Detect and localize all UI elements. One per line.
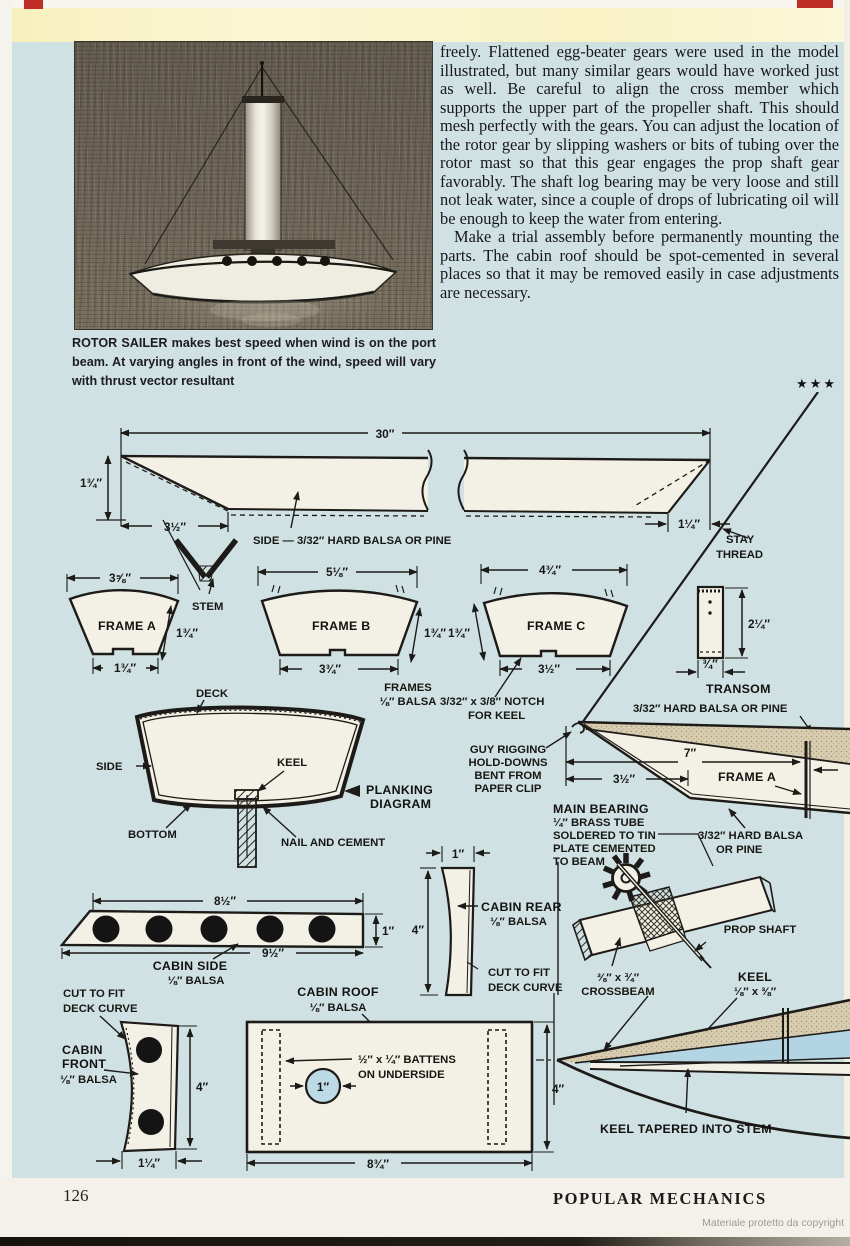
cabin-front-height-dim: 4″ [196, 1080, 209, 1094]
cabin-front-label-2: FRONT [62, 1057, 107, 1071]
guy-rigging-label-3: BENT FROM [474, 770, 542, 782]
cabin-side-top-dim: 8½″ [213, 894, 237, 908]
main-bearing-label-3: SOLDERED TO TIN [553, 830, 656, 842]
cabin-roof-diagram [247, 1014, 554, 1171]
keel-tapered-label: KEEL TAPERED INTO STEM [600, 1122, 772, 1136]
frame-c-label: FRAME C [527, 619, 586, 633]
cabin-front-label-3: ⅛″ BALSA [60, 1074, 117, 1086]
cabin-roof-height-dim: 4″ [552, 1082, 565, 1096]
frame-b-bottom-dim: 3¾″ [318, 662, 342, 676]
main-bearing-label-1: MAIN BEARING [553, 802, 649, 816]
keel-size-label-2: ⅛″ x ⅜″ [733, 986, 777, 998]
article-paragraph-2: Make a trial assembly before permanently mounting the parts. The cabin roof should be spot-cemented in several places so that it may be removed easily in case adjustments are necessary. [440, 227, 839, 302]
article-text-column [440, 43, 839, 395]
dim-30in: 30″ [375, 427, 395, 441]
main-bearing-label-5: TO BEAM [553, 856, 605, 868]
stay-thread-label-1: STAY [726, 534, 755, 546]
frames-material-label-1: FRAMES [384, 682, 432, 694]
side-label: SIDE [96, 761, 123, 773]
battens-note-2: ON UNDERSIDE [358, 1069, 445, 1081]
stem-label: STEM [192, 601, 224, 613]
frame-a-label: FRAME A [98, 619, 157, 633]
main-bearing-label-2: ¼″ BRASS TUBE [553, 817, 645, 829]
main-bearing-label-4: PLATE CEMENTED [553, 843, 656, 855]
guy-rigging-label-2: HOLD-DOWNS [468, 757, 548, 769]
cabin-roof-width-dim: 8¾″ [366, 1157, 390, 1171]
dim-bow-taper: 3½″ [163, 520, 187, 534]
bow-frame-a-label: FRAME A [718, 770, 777, 784]
cabin-rear-height-dim: 4″ [411, 923, 424, 937]
magazine-title: POPULAR MECHANICS [553, 1189, 767, 1208]
side-piece-label: SIDE — 3/32″ HARD BALSA OR PINE [253, 535, 452, 547]
battens-note-1: ½″ x ¼″ BATTENS [358, 1054, 456, 1066]
keel-profile-diagram [536, 993, 850, 1138]
rotor-sail [242, 96, 284, 255]
stay-thread-line [582, 392, 818, 723]
boat-illustration [75, 42, 432, 329]
red-registration-mark-right [797, 0, 833, 8]
cabin-roof-label-1: CABIN ROOF [297, 985, 379, 999]
bow-3half-dim: 3½″ [612, 772, 636, 786]
frame-a-bottom-dim: 1¾″ [113, 661, 137, 675]
cabin-front-cut-note-1: CUT TO FIT [63, 988, 125, 1000]
planking-diagram-label-2: DIAGRAM [370, 797, 432, 811]
frame-b-label: FRAME B [312, 619, 371, 633]
end-of-article-stars: ★★★ [796, 376, 837, 392]
bottom-scan-bar [0, 1237, 850, 1246]
crossbeam-dim-label: ⅜″ x ¾″ [596, 972, 640, 984]
red-registration-mark-left [24, 0, 43, 9]
transom-label: TRANSOM [706, 682, 771, 696]
rotor-sailer-photo [75, 42, 432, 329]
transom-width-dim: ¾″ [702, 657, 718, 671]
bow-7in-dim: 7″ [683, 746, 697, 760]
cabin-rear-label-1: CABIN REAR [481, 900, 562, 914]
cabin-side-height-dim: 1″ [382, 924, 395, 938]
keel-label: KEEL [277, 757, 308, 769]
prop-shaft-label: PROP SHAFT [723, 924, 797, 936]
cabin-rear-cut-note-2: DECK CURVE [488, 982, 563, 994]
article-paragraph-1: freely. Flattened egg-beater gears were used in the model illustrated, but many similar gears would have worked just as well. Be careful to align the cross member which supports the upper part of the propeller shaft. This should mesh perfectly with the gears. You can adjust the location of the rotor gear by slipping washers or bits of tubing over the rotor mast so that this gear engages the prop shaft gear favorably. The shaft log bearing may be very loose and still not leak water, since a couple of drops of lubricating oil will be enough to keep the water from entering. [440, 42, 839, 228]
roof-hole-dim: 1″ [316, 1080, 330, 1094]
transom-height-dim: 2¼″ [748, 617, 771, 631]
planking-diagram-label-1: PLANKING [366, 783, 434, 797]
cabin-rear-cut-note-1: CUT TO FIT [488, 967, 550, 979]
cabin-side-bottom-dim: 9½″ [261, 946, 285, 960]
keel-size-label-1: KEEL [737, 970, 773, 984]
frame-c-bottom-dim: 3½″ [537, 662, 561, 676]
bottom-label: BOTTOM [128, 829, 177, 841]
frames-material-label-2: ⅛″ BALSA [379, 696, 437, 708]
guy-rigging-label-4: PAPER CLIP [474, 783, 542, 795]
cabin-front-cut-note-2: DECK CURVE [63, 1003, 138, 1015]
frame-a-height-dim: 1¾″ [176, 626, 199, 640]
notch-label-2: FOR KEEL [468, 710, 526, 722]
guy-rigging-label-1: GUY RIGGING [469, 744, 547, 756]
frame-a-top-dim: 3⅝″ [108, 571, 132, 585]
dim-side-height: 1¾″ [80, 476, 103, 490]
nail-cement-label: NAIL AND CEMENT [281, 837, 386, 849]
construction-diagram [0, 392, 850, 1185]
side-view-diagram [96, 428, 748, 538]
hard-balsa-note-bottom-2: OR PINE [716, 844, 763, 856]
notch-label-1: 3/32″ x 3/8″ NOTCH [440, 696, 545, 708]
cabin-side-label-1: CABIN SIDE [152, 959, 228, 973]
page-top-edge [0, 0, 850, 8]
frame-c-top-dim: 4¾″ [538, 563, 562, 577]
photo-caption [72, 334, 436, 391]
cabin-roof-label-2: ⅛″ BALSA [309, 1002, 367, 1014]
frame-b-top-dim: 5⅛″ [325, 565, 349, 579]
frame-c-height-dim: 1¾″ [448, 626, 471, 640]
dim-stern: 1¼″ [677, 517, 701, 531]
page-number: 126 [63, 1186, 89, 1205]
cabin-front-width-dim: 1¼″ [137, 1156, 161, 1170]
caption-text: makes best speed when wind is on the port beam. At varying angles in front of the wind, speed will vary with thrust vector resultant [72, 336, 436, 388]
cabin-front-label-1: CABIN [62, 1043, 103, 1057]
cabin-rear-label-2: ⅛″ BALSA [490, 916, 547, 928]
copyright-notice: Materiale protetto da copyright [702, 1217, 844, 1229]
hard-balsa-note-top: 3/32″ HARD BALSA OR PINE [633, 703, 788, 715]
cabin-side-label-2: ⅛″ BALSA [167, 975, 225, 987]
crossbeam-label: CROSSBEAM [581, 986, 655, 998]
top-yellow-band [10, 6, 850, 42]
hard-balsa-note-bottom-1: 3/32″ HARD BALSA [698, 830, 804, 842]
deck-label: DECK [196, 688, 229, 700]
stay-thread-label-2: THREAD [716, 549, 764, 561]
cabin-front-diagram [96, 1016, 202, 1169]
frame-b-height-dim: 1¾″ [424, 626, 447, 640]
caption-lead: ROTOR SAILER [72, 336, 168, 350]
cabin-rear-width-dim: 1″ [451, 847, 465, 861]
